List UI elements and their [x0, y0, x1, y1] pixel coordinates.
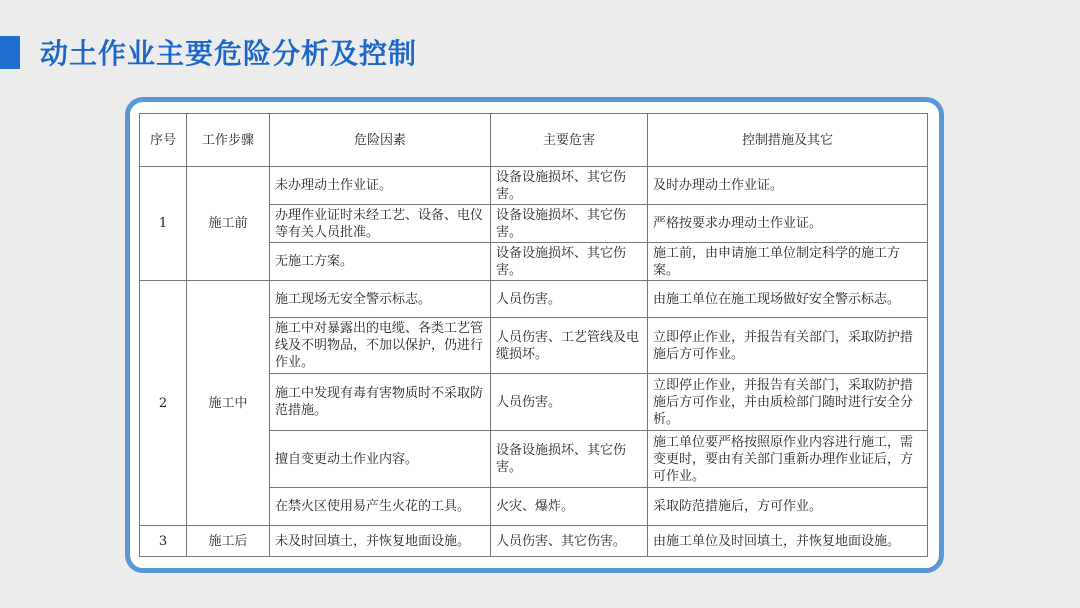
control-cell: 立即停止作业，并报告有关部门，采取防护措施后方可作业，并由质检部门随时进行安全分析。: [648, 374, 928, 431]
control-cell: 施工单位要严格按照原作业内容进行施工，需变更时，要由有关部门重新办理作业证后，方可作业。: [648, 431, 928, 488]
row-index: 2: [140, 281, 187, 526]
control-cell: 严格按要求办理动土作业证。: [648, 205, 928, 243]
row-index: 1: [140, 167, 187, 281]
row-index: 3: [140, 526, 187, 557]
hazard-cell: 施工中对暴露出的电缆、各类工艺管线及不明物品，不加以保护，仍进行作业。: [270, 318, 491, 374]
table-row: [140, 526, 928, 557]
row-step: 施工前: [187, 167, 270, 281]
harm-cell: 设备设施损坏、其它伤害。: [491, 243, 648, 281]
harm-cell: 设备设施损坏、其它伤害。: [491, 205, 648, 243]
header-harm: 主要危害: [491, 114, 648, 167]
hazard-cell: 施工中发现有毒有害物质时不采取防范措施。: [270, 374, 491, 431]
table-row: [140, 167, 928, 205]
harm-cell: 人员伤害。: [491, 281, 648, 318]
row-step: 施工后: [187, 526, 270, 557]
hazard-cell: 办理作业证时未经工艺、设备、电仪等有关人员批准。: [270, 205, 491, 243]
header-hazard: 危险因素: [270, 114, 491, 167]
hazard-cell: 未办理动土作业证。: [270, 167, 491, 205]
control-cell: 采取防范措施后，方可作业。: [648, 488, 928, 526]
title-accent-bar: [0, 36, 20, 69]
harm-cell: 人员伤害、工艺管线及电缆损坏。: [491, 318, 648, 374]
hazard-cell: 未及时回填土，并恢复地面设施。: [270, 526, 491, 557]
harm-cell: 设备设施损坏、其它伤害。: [491, 431, 648, 488]
hazard-cell: 在禁火区使用易产生火花的工具。: [270, 488, 491, 526]
row-step: 施工中: [187, 281, 270, 526]
table-row: [140, 281, 928, 318]
control-cell: 由施工单位在施工现场做好安全警示标志。: [648, 281, 928, 318]
harm-cell: 火灾、爆炸。: [491, 488, 648, 526]
header-step: 工作步骤: [187, 114, 270, 167]
harm-cell: 人员伤害、其它伤害。: [491, 526, 648, 557]
hazard-cell: 擅自变更动土作业内容。: [270, 431, 491, 488]
hazard-cell: 无施工方案。: [270, 243, 491, 281]
header-index: 序号: [140, 114, 187, 167]
harm-cell: 设备设施损坏、其它伤害。: [491, 167, 648, 205]
page-title: 动土作业主要危险分析及控制: [40, 37, 418, 70]
control-cell: 及时办理动土作业证。: [648, 167, 928, 205]
hazard-cell: 施工现场无安全警示标志。: [270, 281, 491, 318]
hazard-table: [139, 113, 928, 557]
control-cell: 施工前，由申请施工单位制定科学的施工方案。: [648, 243, 928, 281]
control-cell: 立即停止作业，并报告有关部门，采取防护措施后方可作业。: [648, 318, 928, 374]
harm-cell: 人员伤害。: [491, 374, 648, 431]
control-cell: 由施工单位及时回填土，并恢复地面设施。: [648, 526, 928, 557]
header-control: 控制措施及其它: [648, 114, 928, 167]
table-header-row: [140, 114, 928, 167]
